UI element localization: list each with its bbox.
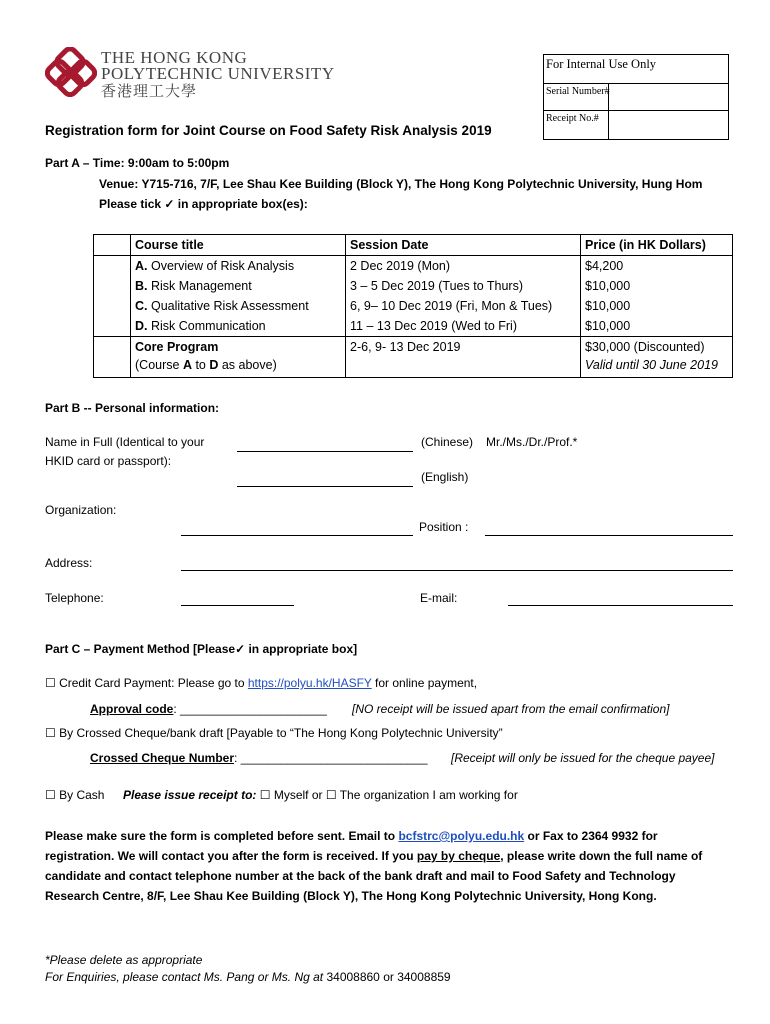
delete-note: *Please delete as appropriate: [45, 953, 203, 967]
logo-line1: THE HONG KONG: [101, 48, 248, 67]
enquiries: For Enquiries, please contact Ms. Pang or Ms. Ng at 34008860 or 34008859: [45, 970, 451, 984]
email-field[interactable]: [508, 605, 733, 606]
tick-box-a[interactable]: [94, 256, 131, 277]
serial-number-label: Serial Number#: [546, 86, 610, 97]
internal-use-box: [543, 54, 729, 140]
approval-note: [NO receipt will be issued apart from the email confirmation]: [352, 702, 670, 716]
part-b-heading: Part B -- Personal information:: [45, 401, 220, 415]
course-row-core: Core Program (Course A to D as above) 2-6, 9- 13 Dec 2019 $30,000 (Discounted) Valid until 30 June 2019: [94, 337, 733, 378]
name-label-line2: HKID card or passport):: [45, 454, 172, 468]
address-field[interactable]: [181, 570, 733, 571]
course-row-b: B. Risk Management 3 – 5 Dec 2019 (Tues to Thurs) $10,000: [94, 276, 733, 296]
tick-box-c[interactable]: [94, 296, 131, 316]
approval-code-field[interactable]: : ______________________: [173, 702, 327, 716]
telephone-field[interactable]: [181, 605, 294, 606]
english-label: (English): [421, 470, 469, 484]
course-row-a: A. Overview of Risk Analysis 2 Dec 2019 (Mon) $4,200: [94, 256, 733, 277]
course-table: [93, 234, 733, 378]
english-name-field[interactable]: [237, 486, 413, 487]
address-label: Address:: [45, 556, 93, 570]
tick-box-b[interactable]: [94, 276, 131, 296]
title-options: Mr./Ms./Dr./Prof.*: [486, 435, 578, 449]
part-a-venue: Venue: Y715-716, 7/F, Lee Shau Kee Building (Block Y), The Hong Kong Polytechnic University, Hung Hom: [99, 177, 703, 191]
cheque-option: ☐ By Crossed Cheque/bank draft [Payable to “The Hong Kong Polytechnic University”: [45, 726, 503, 740]
organization-field[interactable]: [181, 535, 413, 536]
position-label: Position :: [419, 520, 469, 534]
credit-card-checkbox[interactable]: ☐: [45, 676, 56, 690]
organization-label: Organization:: [45, 503, 117, 517]
polyu-emblem-icon: [45, 47, 97, 97]
tick-box-d[interactable]: [94, 316, 131, 337]
logo-line2: POLYTECHNIC UNIVERSITY: [101, 64, 335, 83]
part-a-tick-instruction: Please tick ✓ in appropriate box(es):: [99, 197, 308, 211]
cheque-note: [Receipt will only be issued for the cheque payee]: [451, 751, 715, 765]
cheque-checkbox[interactable]: ☐: [45, 726, 56, 740]
tick-column-cell[interactable]: [94, 235, 131, 256]
cheque-number-row: Crossed Cheque Number: ____________________________: [90, 751, 428, 765]
chinese-name-field[interactable]: [237, 451, 413, 452]
check-mark-icon: ✓: [164, 197, 175, 211]
cheque-number-field[interactable]: : ____________________________: [234, 751, 428, 765]
organization-checkbox[interactable]: ☐: [325, 788, 337, 802]
cash-option: ☐ By Cash: [45, 788, 105, 802]
part-a-heading: Part A – Time: 9:00am to 5:00pm: [45, 156, 230, 170]
credit-card-option: ☐ Credit Card Payment: Please go to https://polyu.hk/HASFY for online payment,: [45, 676, 478, 690]
receipt-recipient-row: Please issue receipt to: ☐ Myself or ☐ The organization I am working for: [123, 788, 518, 802]
submission-notice: Please make sure the form is completed before sent. Email to bcfstrc@polyu.edu.hk or Fax to 2364 9932 for registration. We will contact you after the form is received. If you pay by cheque, please write down the full name of candidate and contact telephone number at the back of the bank draft and mail to Food Safety and Technology Research Centre, 8/F, Lee Shau Kee Building (Block Y), The Hong Kong Polytechnic University, Hong Kong.: [45, 829, 703, 903]
form-title: Registration form for Joint Course on Food Safety Risk Analysis 2019: [45, 123, 492, 138]
part-c-heading: Part C – Payment Method [Please✓ in appropriate box]: [45, 642, 358, 656]
contact-email-link[interactable]: bcfstrc@polyu.edu.hk: [398, 829, 525, 843]
chinese-label: (Chinese): [421, 435, 474, 449]
myself-checkbox[interactable]: ☐: [259, 788, 271, 802]
tick-box-core[interactable]: [94, 337, 131, 378]
position-field[interactable]: [485, 535, 733, 536]
approval-code-row: Approval code: ______________________: [90, 702, 327, 716]
course-row-d: D. Risk Communication 11 – 13 Dec 2019 (Wed to Fri) $10,000: [94, 316, 733, 337]
course-table-header: Course title Session Date Price (in HK Dollars): [94, 235, 733, 256]
payment-link[interactable]: https://polyu.hk/HASFY: [247, 676, 372, 690]
receipt-number-label: Receipt No.#: [546, 113, 599, 124]
course-row-c: C. Qualitative Risk Assessment 6, 9– 10 Dec 2019 (Fri, Mon & Tues) $10,000: [94, 296, 733, 316]
telephone-label: Telephone:: [45, 591, 104, 605]
internal-use-title: For Internal Use Only: [546, 57, 657, 71]
email-label: E-mail:: [420, 591, 458, 605]
check-mark-icon: ✓: [235, 642, 246, 656]
cash-checkbox[interactable]: ☐: [45, 788, 56, 802]
name-label-line1: Name in Full (Identical to your: [45, 435, 205, 449]
logo-chinese: 香港理工大學: [101, 83, 198, 100]
